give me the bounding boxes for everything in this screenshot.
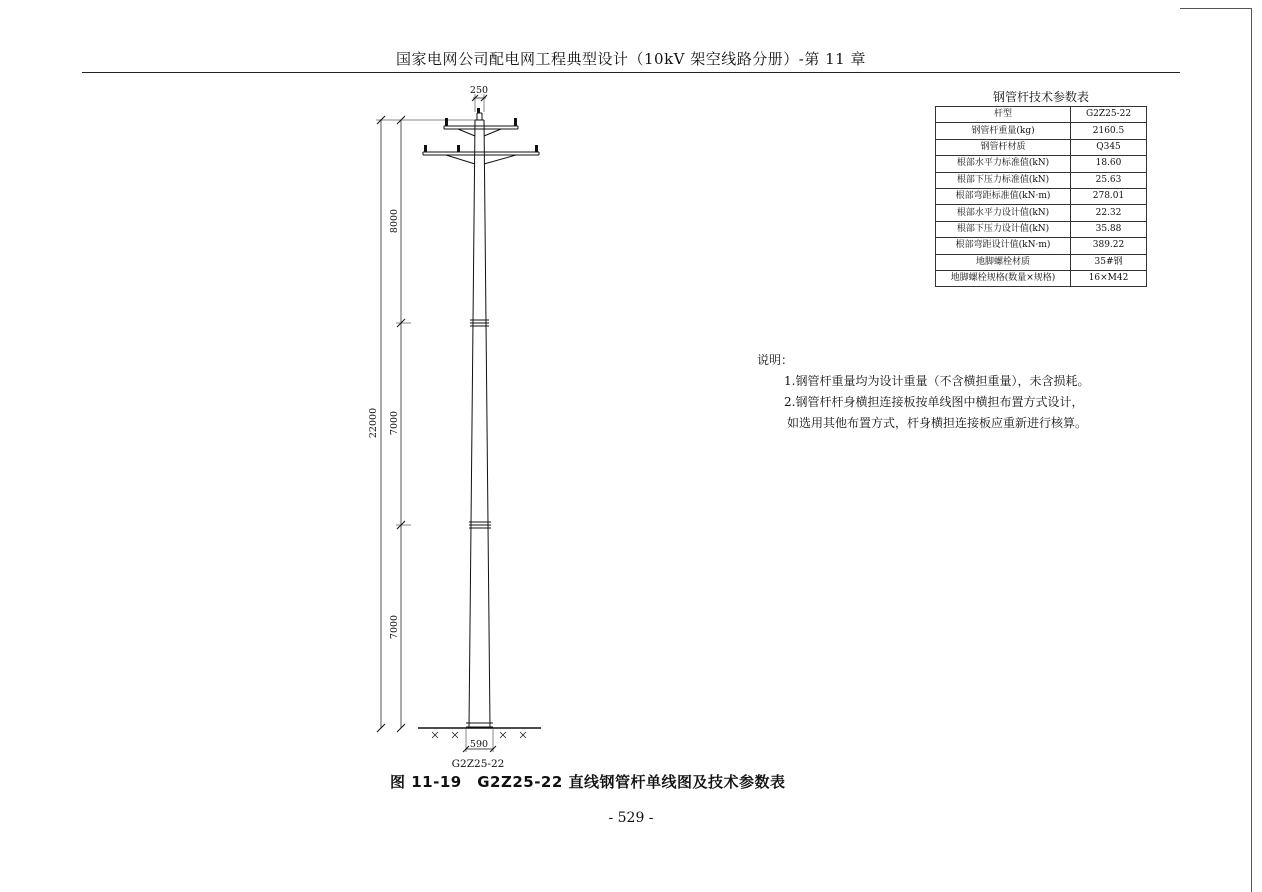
param-value: 35.88 <box>1071 221 1147 237</box>
table-row <box>936 270 1147 286</box>
param-value: Q345 <box>1071 139 1147 155</box>
spec-table <box>935 106 1147 287</box>
note-item-2: 2.钢管杆杆身横担连接板按单线图中横担布置方式设计， <box>784 395 1084 409</box>
insulator-icon <box>477 108 480 113</box>
param-value: 389.22 <box>1071 238 1147 254</box>
figure-caption: 图 11-19 G2Z25-22 直线钢管杆单线图及技术参数表 <box>390 773 786 791</box>
table-row <box>936 156 1147 172</box>
param-name: 根部水平力标准值(kN) <box>936 156 1071 172</box>
dim-base-label: 590 <box>469 739 489 750</box>
table-row <box>936 188 1147 204</box>
param-value: 16×M42 <box>1071 270 1147 286</box>
insulator-icon <box>535 145 538 152</box>
note-item-1: 1.钢管杆重量均为设计重量（不含横担重量），未含损耗。 <box>784 374 1090 388</box>
upper-crossarm <box>444 126 518 136</box>
note-item-2-continued: 如选用其他布置方式，杆身横担连接板应重新进行核算。 <box>787 416 1088 430</box>
page-number: - 529 - <box>608 810 654 826</box>
param-value: 18.60 <box>1071 156 1147 172</box>
page-header: 国家电网公司配电网工程典型设计（10kV 架空线路分册）-第 11 章 <box>396 50 866 68</box>
param-name: 根部水平力设计值(kN) <box>936 205 1071 221</box>
param-name: 根部下压力标准值(kN) <box>936 172 1071 188</box>
dim-segment-1-label: 8000 <box>389 208 400 234</box>
notes-heading: 说明： <box>757 353 794 367</box>
pole-left-edge <box>469 120 475 727</box>
spec-table-block <box>935 88 1147 287</box>
table-row <box>936 172 1147 188</box>
param-value: 35#钢 <box>1071 254 1147 270</box>
param-value: 25.63 <box>1071 172 1147 188</box>
table-row <box>936 139 1147 155</box>
param-name: 根部弯距设计值(kN·m) <box>936 238 1071 254</box>
table-row <box>936 254 1147 270</box>
table-row <box>936 107 1147 123</box>
param-name: 根部下压力设计值(kN) <box>936 221 1071 237</box>
pole-right-edge <box>484 120 490 727</box>
insulator-icon <box>457 145 460 152</box>
insulator-icon <box>514 118 517 126</box>
dim-segment-3-label: 7000 <box>389 614 400 640</box>
insulator-icon <box>445 118 448 126</box>
param-value: 278.01 <box>1071 188 1147 204</box>
table-row <box>936 205 1147 221</box>
dim-segment-2-label: 7000 <box>389 410 400 436</box>
param-name: 地脚螺栓材质 <box>936 254 1071 270</box>
param-value: G2Z25-22 <box>1071 107 1147 123</box>
param-name: 根部弯距标准值(kN·m) <box>936 188 1071 204</box>
param-value: 2160.5 <box>1071 123 1147 139</box>
notes <box>757 350 1089 434</box>
dim-total-label: 22000 <box>368 407 379 439</box>
pole-model-label: G2Z25-22 <box>451 758 505 770</box>
dim-top-label: 250 <box>469 85 489 96</box>
param-name: 地脚螺栓规格(数量×规格) <box>936 270 1071 286</box>
insulator-icon <box>424 145 427 152</box>
table-row <box>936 123 1147 139</box>
param-name: 钢管杆材质 <box>936 139 1071 155</box>
param-value: 22.32 <box>1071 205 1147 221</box>
param-name: 钢管杆重量(kg) <box>936 123 1071 139</box>
table-row <box>936 238 1147 254</box>
spec-table-title: 钢管杆技术参数表 <box>992 90 1089 104</box>
lower-crossarm <box>423 152 539 164</box>
table-row <box>936 221 1147 237</box>
param-name: 杆型 <box>936 107 1071 123</box>
